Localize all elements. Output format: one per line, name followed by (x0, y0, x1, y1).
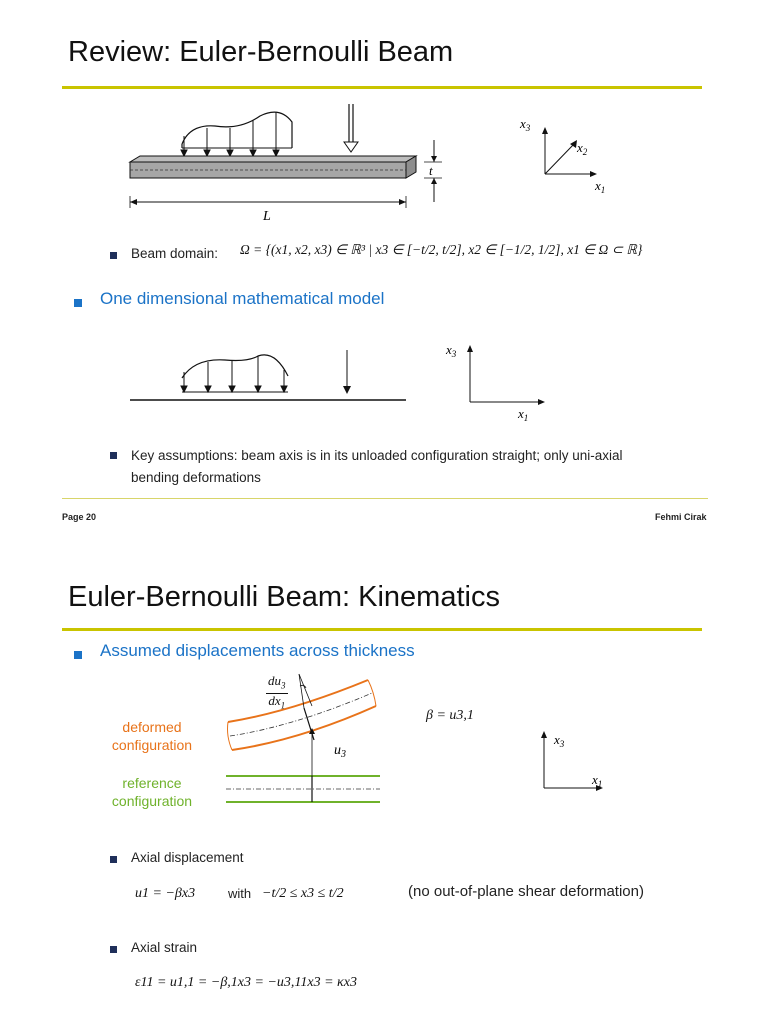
length-label: L (263, 209, 271, 224)
bullet-square (110, 252, 117, 259)
slide2-section-head: Assumed displacements across thickness (100, 641, 415, 660)
with-text: with (228, 886, 252, 901)
reference-configuration-label: reference configuration (111, 775, 193, 809)
page-number: Page 20 (62, 512, 97, 522)
deformed-configuration-label: deformed configuration (111, 719, 193, 753)
axis-x1-label: $x_1$ (592, 772, 603, 789)
beta-equation: β = u3,1 (426, 708, 474, 723)
axis-x1-label: $x_1$ (595, 178, 606, 195)
slide2-title: Euler-Bernoulli Beam: Kinematics (68, 581, 500, 613)
kinematics-figure (220, 664, 400, 814)
strain-equation: ε11 = u1,1 = −β,1x3 = −u3,11x3 = κx3 (135, 975, 357, 990)
slide1-title: Review: Euler-Bernoulli Beam (68, 36, 454, 68)
thickness-label: t (429, 163, 433, 178)
bullet-square (110, 452, 117, 459)
axes-2d-slide1 (444, 336, 554, 426)
bullet-square (110, 946, 117, 953)
axis-x2-label: $x_2$ (577, 140, 588, 157)
footer-rule (62, 498, 708, 499)
axial-displacement-label: Axial displacement (131, 850, 244, 865)
slope-label: $\frac{du_3}{dx_1}$ (268, 673, 286, 711)
axis-x1-label: $x_1$ (518, 406, 529, 423)
key-assumptions-text: Key assumptions: beam axis is in its unloaded configuration straight; only uni-axial bending deformations (131, 448, 623, 485)
author-name: Fehmi Cirak (655, 512, 707, 522)
beam-3d-figure (120, 96, 460, 226)
beam-domain-equation: Ω = {(x1, x2, x3) ∈ ℝ³ | x3 ∈ [−t/2, t/2], x2 ∈ [−1/2, 1/2], x1 ∈ Ω ⊂ ℝ} (240, 242, 643, 257)
beam-domain-label: Beam domain: (131, 246, 219, 261)
section-bullet (74, 299, 82, 307)
slide2-title-rule (62, 628, 702, 631)
axis-x3-label: $x_3$ (554, 732, 565, 749)
bullet-square (110, 856, 117, 863)
beam-1d-figure (120, 340, 420, 410)
axes-2d-slide2 (518, 722, 618, 802)
range-equation: −t/2 ≤ x3 ≤ t/2 (262, 886, 344, 901)
slide1-section-head: One dimensional mathematical model (100, 289, 385, 308)
slide1-title-rule (62, 86, 702, 89)
u1-equation: u1 = −βx3 (135, 886, 196, 901)
axis-x3-label: $x_3$ (446, 342, 457, 359)
section-bullet (74, 651, 82, 659)
axis-x3-label: $x_3$ (520, 116, 531, 133)
u3-label: $u_3$ (334, 743, 346, 760)
shear-note: (no out-of-plane shear deformation) (408, 883, 644, 900)
axes-3d (512, 110, 622, 200)
axial-strain-label: Axial strain (131, 940, 198, 955)
